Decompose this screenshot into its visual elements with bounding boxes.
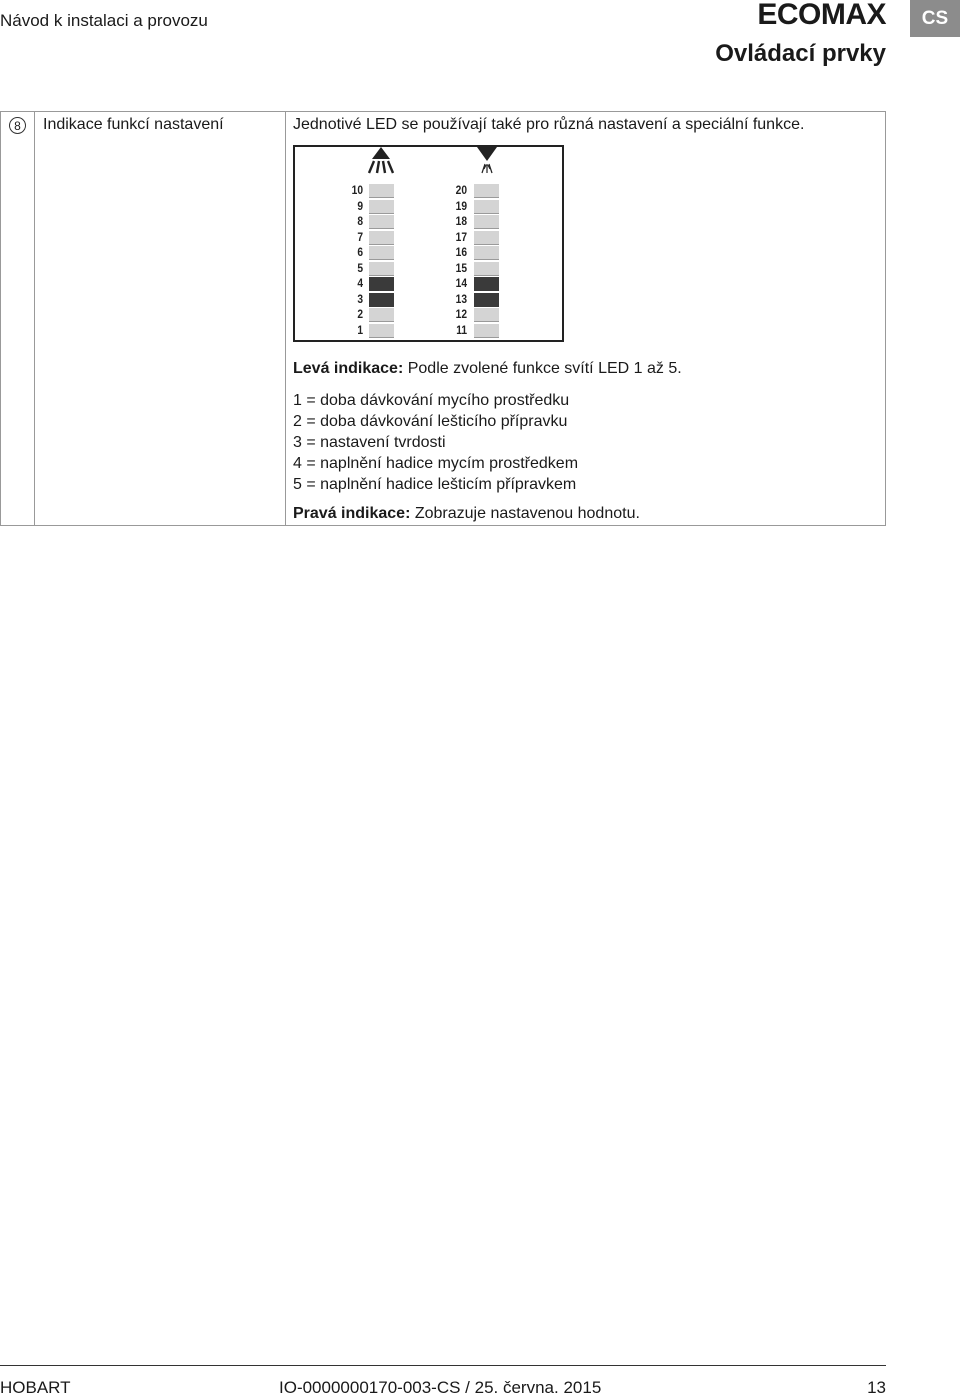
footer-rule	[0, 1365, 886, 1366]
left-led-numbers	[329, 183, 363, 338]
document-type: Návod k instalaci a provozu	[0, 11, 208, 30]
right-led-segment	[474, 262, 499, 276]
list-item: 5 = naplnění hadice lešticím přípravkem	[293, 476, 577, 493]
language-badge: CS	[910, 0, 960, 37]
right-led-strip	[474, 184, 499, 340]
left-led-segment	[369, 184, 394, 198]
left-display-description	[293, 360, 682, 378]
right-led-number: 19	[455, 198, 467, 213]
left-led-number: 2	[357, 307, 363, 321]
right-led-number: 14	[455, 276, 467, 290]
left-led-segment	[369, 293, 394, 307]
left-led-strip	[369, 184, 394, 340]
item-intro: Jednotivé LED se používají také pro různá nastavení a speciální funkce.	[293, 116, 805, 133]
left-led-segment	[369, 308, 394, 322]
right-led-segment	[474, 324, 499, 338]
left-led-number: 5	[357, 260, 363, 275]
item-name: Indikace funkcí nastavení	[43, 116, 224, 133]
rinse-spray-icon	[475, 147, 499, 174]
left-led-number: 10	[351, 183, 363, 197]
right-led-number: 11	[456, 322, 467, 337]
left-led-number: 7	[357, 229, 363, 244]
left-led-segment	[369, 246, 394, 260]
right-led-segment	[474, 231, 499, 245]
left-display-text: Podle zvolené funkce svítí LED 1 až 5.	[407, 360, 682, 377]
left-led-number: 3	[357, 291, 363, 306]
left-led-number: 8	[357, 214, 363, 228]
right-led-number: 12	[455, 307, 467, 321]
right-led-number: 20	[455, 183, 467, 197]
table-divider	[34, 111, 35, 526]
left-display-label: Levá indikace:	[293, 360, 404, 377]
wash-spray-icon	[364, 147, 398, 174]
right-led-segment	[474, 293, 499, 307]
table-divider	[285, 111, 286, 526]
product-name: ECOMAX	[757, 0, 886, 31]
right-led-numbers	[433, 183, 467, 338]
list-item: 2 = doba dávkování lešticího přípravku	[293, 413, 568, 430]
footer-company: HOBART	[0, 1378, 71, 1397]
list-item: 1 = doba dávkování mycího prostředku	[293, 392, 570, 409]
section-title: Ovládací prvky	[715, 40, 886, 67]
page-number: 13	[867, 1378, 886, 1397]
left-led-segment	[369, 231, 394, 245]
right-led-segment	[474, 184, 499, 198]
right-led-number: 13	[455, 291, 467, 306]
right-led-segment	[474, 246, 499, 260]
left-led-segment	[369, 262, 394, 276]
right-display-text: Zobrazuje nastavenou hodnotu.	[414, 505, 640, 522]
left-led-segment	[369, 200, 394, 214]
right-led-segment	[474, 277, 499, 291]
right-led-segment	[474, 200, 499, 214]
right-led-number: 16	[455, 245, 467, 259]
list-item: 4 = naplnění hadice mycím prostředkem	[293, 455, 579, 472]
item-number: 8	[9, 117, 26, 134]
right-display-description	[293, 505, 640, 523]
right-led-segment	[474, 308, 499, 322]
right-led-number: 15	[455, 260, 467, 275]
right-led-number: 17	[455, 229, 467, 244]
left-led-number: 6	[357, 245, 363, 259]
left-led-segment	[369, 277, 394, 291]
function-list	[293, 390, 578, 495]
right-led-number: 18	[455, 214, 467, 228]
footer-document-id: IO-0000000170-003-CS / 25. června. 2015	[279, 1378, 602, 1397]
left-led-number: 9	[357, 198, 363, 213]
right-led-segment	[474, 215, 499, 229]
left-led-number: 4	[357, 276, 363, 290]
list-item: 3 = nastavení tvrdosti	[293, 434, 446, 451]
left-led-segment	[369, 215, 394, 229]
left-led-number: 1	[357, 322, 363, 337]
left-led-segment	[369, 324, 394, 338]
right-display-label: Pravá indikace:	[293, 505, 411, 522]
